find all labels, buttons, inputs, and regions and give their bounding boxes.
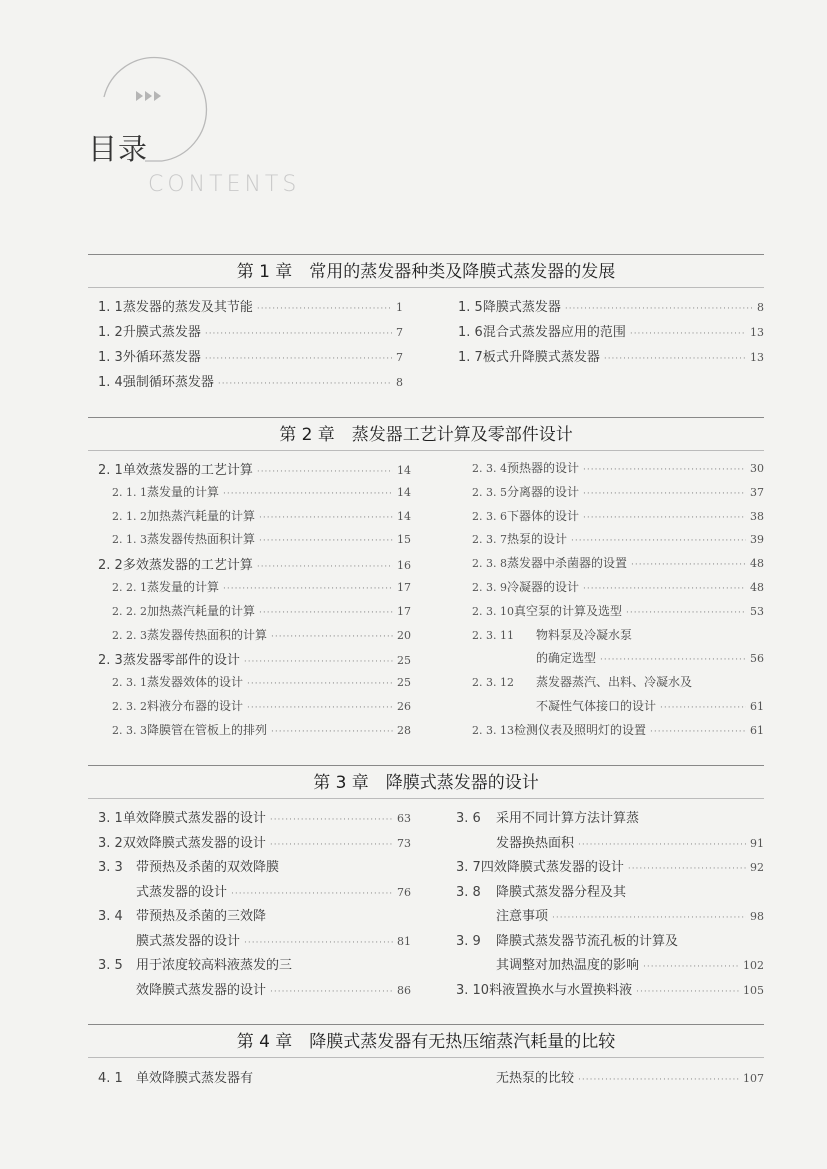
toc-entry[interactable]: 2. 2 多效蒸发器的工艺计算 ····· 16: [98, 554, 411, 578]
toc-entry[interactable]: 2. 1. 1 蒸发量的计算 ····· 14: [98, 483, 411, 507]
chapter-title: 第 4 章 降膜式蒸发器有无热压缩蒸汽耗量的比较: [236, 1032, 616, 1052]
toc-entry[interactable]: 1. 1 蒸发器的蒸发及其节能 ····· 1: [98, 296, 403, 321]
chapter-2-left-column: [98, 459, 411, 745]
toc-entry[interactable]: 2. 3. 6 下器体的设计 ····· 38: [472, 507, 764, 531]
chapter-title: 第 2 章 蒸发器工艺计算及零部件设计: [279, 425, 573, 445]
toc-entry[interactable]: 2. 3. 9 冷凝器的设计 ····· 48: [472, 578, 764, 602]
toc-entry[interactable]: 1. 6 混合式蒸发器应用的范围 ····· 13: [458, 321, 764, 346]
toc-entry[interactable]: 3. 9 降膜式蒸发器节流孔板的计算及: [456, 933, 679, 949]
toc-entry[interactable]: 2. 3. 10 真空泵的计算及选型 ····· 53: [472, 602, 764, 626]
chapter-4-left-column: [98, 1067, 411, 1091]
toc-entry[interactable]: 2. 2. 3 蒸发器传热面积的计算 ····· 20: [98, 626, 411, 650]
toc-entry[interactable]: 3. 6 采用不同计算方法计算蒸: [456, 811, 640, 826]
chapter-4: [88, 1024, 764, 1097]
toc-entry[interactable]: 2. 3. 11 物料泵及冷凝水泵: [472, 627, 633, 642]
toc-entry[interactable]: 3. 4 带预热及杀菌的三效降: [98, 909, 267, 924]
toc-entry-continued[interactable]: 膜式蒸发器的设计 ····· 81: [98, 930, 411, 955]
toc-entry-continued[interactable]: 式蒸发器的设计 ····· 76: [98, 881, 411, 906]
toc-entry[interactable]: 3. 8 降膜式蒸发器分程及其: [456, 884, 627, 900]
chapter-4-right-column: [496, 1067, 764, 1091]
toc-entry[interactable]: 1. 7 板式升降膜式蒸发器 ····· 13: [458, 346, 764, 371]
toc-entry[interactable]: 1. 3 外循环蒸发器 ····· 7: [98, 346, 403, 371]
chapter-1-right-column: [458, 296, 764, 371]
toc-entry-continued[interactable]: 无热泵的比较 ····· 107: [496, 1067, 764, 1091]
toc-entry[interactable]: 1. 4 强制循环蒸发器 ····· 8: [98, 371, 403, 396]
chapter-title: 第 1 章 常用的蒸发器种类及降膜式蒸发器的发展: [236, 262, 616, 282]
toc-entry[interactable]: 4. 1 单效降膜式蒸发器有: [98, 1071, 254, 1086]
chapter-1: [88, 254, 764, 396]
toc-entry[interactable]: 2. 1. 2 加热蒸汽耗量的计算 ····· 14: [98, 507, 411, 531]
toc-entry-continued[interactable]: 不凝性气体接口的设计 ····· 61: [472, 697, 764, 721]
toc-entry[interactable]: 2. 3. 5 分离器的设计 ····· 37: [472, 483, 764, 507]
toc-entry[interactable]: 2. 3 蒸发器零部件的设计 ····· 25: [98, 649, 411, 673]
toc-entry[interactable]: 2. 3. 3 降膜管在管板上的排列 ····· 28: [98, 721, 411, 745]
toc-entry[interactable]: 2. 3. 2 料液分布器的设计 ····· 26: [98, 697, 411, 721]
chapter-2-right-column: [472, 459, 764, 745]
toc-entry[interactable]: 3. 10 料液置换水与水置换料液 ····· 105: [456, 979, 764, 1004]
toc-entry[interactable]: 2. 3. 12 蒸发器蒸汽、出料、冷凝水及: [472, 675, 693, 690]
chapter-3-right-column: [456, 807, 764, 1003]
toc-entry[interactable]: 2. 2. 1 蒸发量的计算 ····· 17: [98, 578, 411, 602]
toc-entry[interactable]: 3. 1 单效降膜式蒸发器的设计 ····· 63: [98, 807, 411, 832]
toc-entry-continued[interactable]: 效降膜式蒸发器的设计 ····· 86: [98, 979, 411, 1004]
chapter-2: [88, 417, 764, 749]
toc-entry[interactable]: 3. 3 带预热及杀菌的双效降膜: [98, 860, 280, 875]
chapter-title: 第 3 章 降膜式蒸发器的设计: [313, 773, 539, 793]
toc-header: [80, 55, 380, 205]
toc-entry[interactable]: 2. 3. 1 蒸发器效体的设计 ····· 25: [98, 673, 411, 697]
toc-entry[interactable]: 2. 1 单效蒸发器的工艺计算 ····· 14: [98, 459, 411, 483]
toc-entry[interactable]: 2. 3. 13 检测仪表及照明灯的设置 ····· 61: [472, 721, 764, 745]
toc-entry[interactable]: 2. 2. 2 加热蒸汽耗量的计算 ····· 17: [98, 602, 411, 626]
toc-title: 目录: [88, 132, 149, 166]
toc-entry[interactable]: 2. 3. 8 蒸发器中杀菌器的设置 ····· 48: [472, 554, 764, 578]
toc-entry-continued[interactable]: 的确定选型 ····· 56: [472, 649, 764, 673]
toc-entry[interactable]: 2. 1. 3 蒸发器传热面积计算 ····· 15: [98, 530, 411, 554]
toc-entry[interactable]: 3. 2 双效降膜式蒸发器的设计 ····· 73: [98, 832, 411, 857]
toc-entry[interactable]: 2. 3. 7 热泵的设计 ····· 39: [472, 530, 764, 554]
toc-entry[interactable]: 3. 5 用于浓度较高料液蒸发的三: [98, 958, 293, 973]
chapter-3: [88, 765, 764, 1007]
triple-chevron-right-icon: [136, 91, 161, 101]
chapter-3-left-column: [98, 807, 411, 1003]
toc-entry-continued[interactable]: 发器换热面积 ····· 91: [456, 832, 764, 857]
toc-title-english: CONTENTS: [148, 172, 301, 197]
chapter-1-left-column: [98, 296, 403, 396]
toc-entry-continued[interactable]: 其调整对加热温度的影响 ····· 102: [456, 954, 764, 979]
toc-entry[interactable]: 3. 7 四效降膜式蒸发器的设计 ····· 92: [456, 856, 764, 881]
toc-entry-continued[interactable]: 注意事项 ····· 98: [456, 905, 764, 930]
toc-entry[interactable]: 1. 5 降膜式蒸发器 ····· 8: [458, 296, 764, 321]
toc-entry[interactable]: 1. 2 升膜式蒸发器 ····· 7: [98, 321, 403, 346]
toc-entry[interactable]: 2. 3. 4 预热器的设计 ····· 30: [472, 459, 764, 483]
